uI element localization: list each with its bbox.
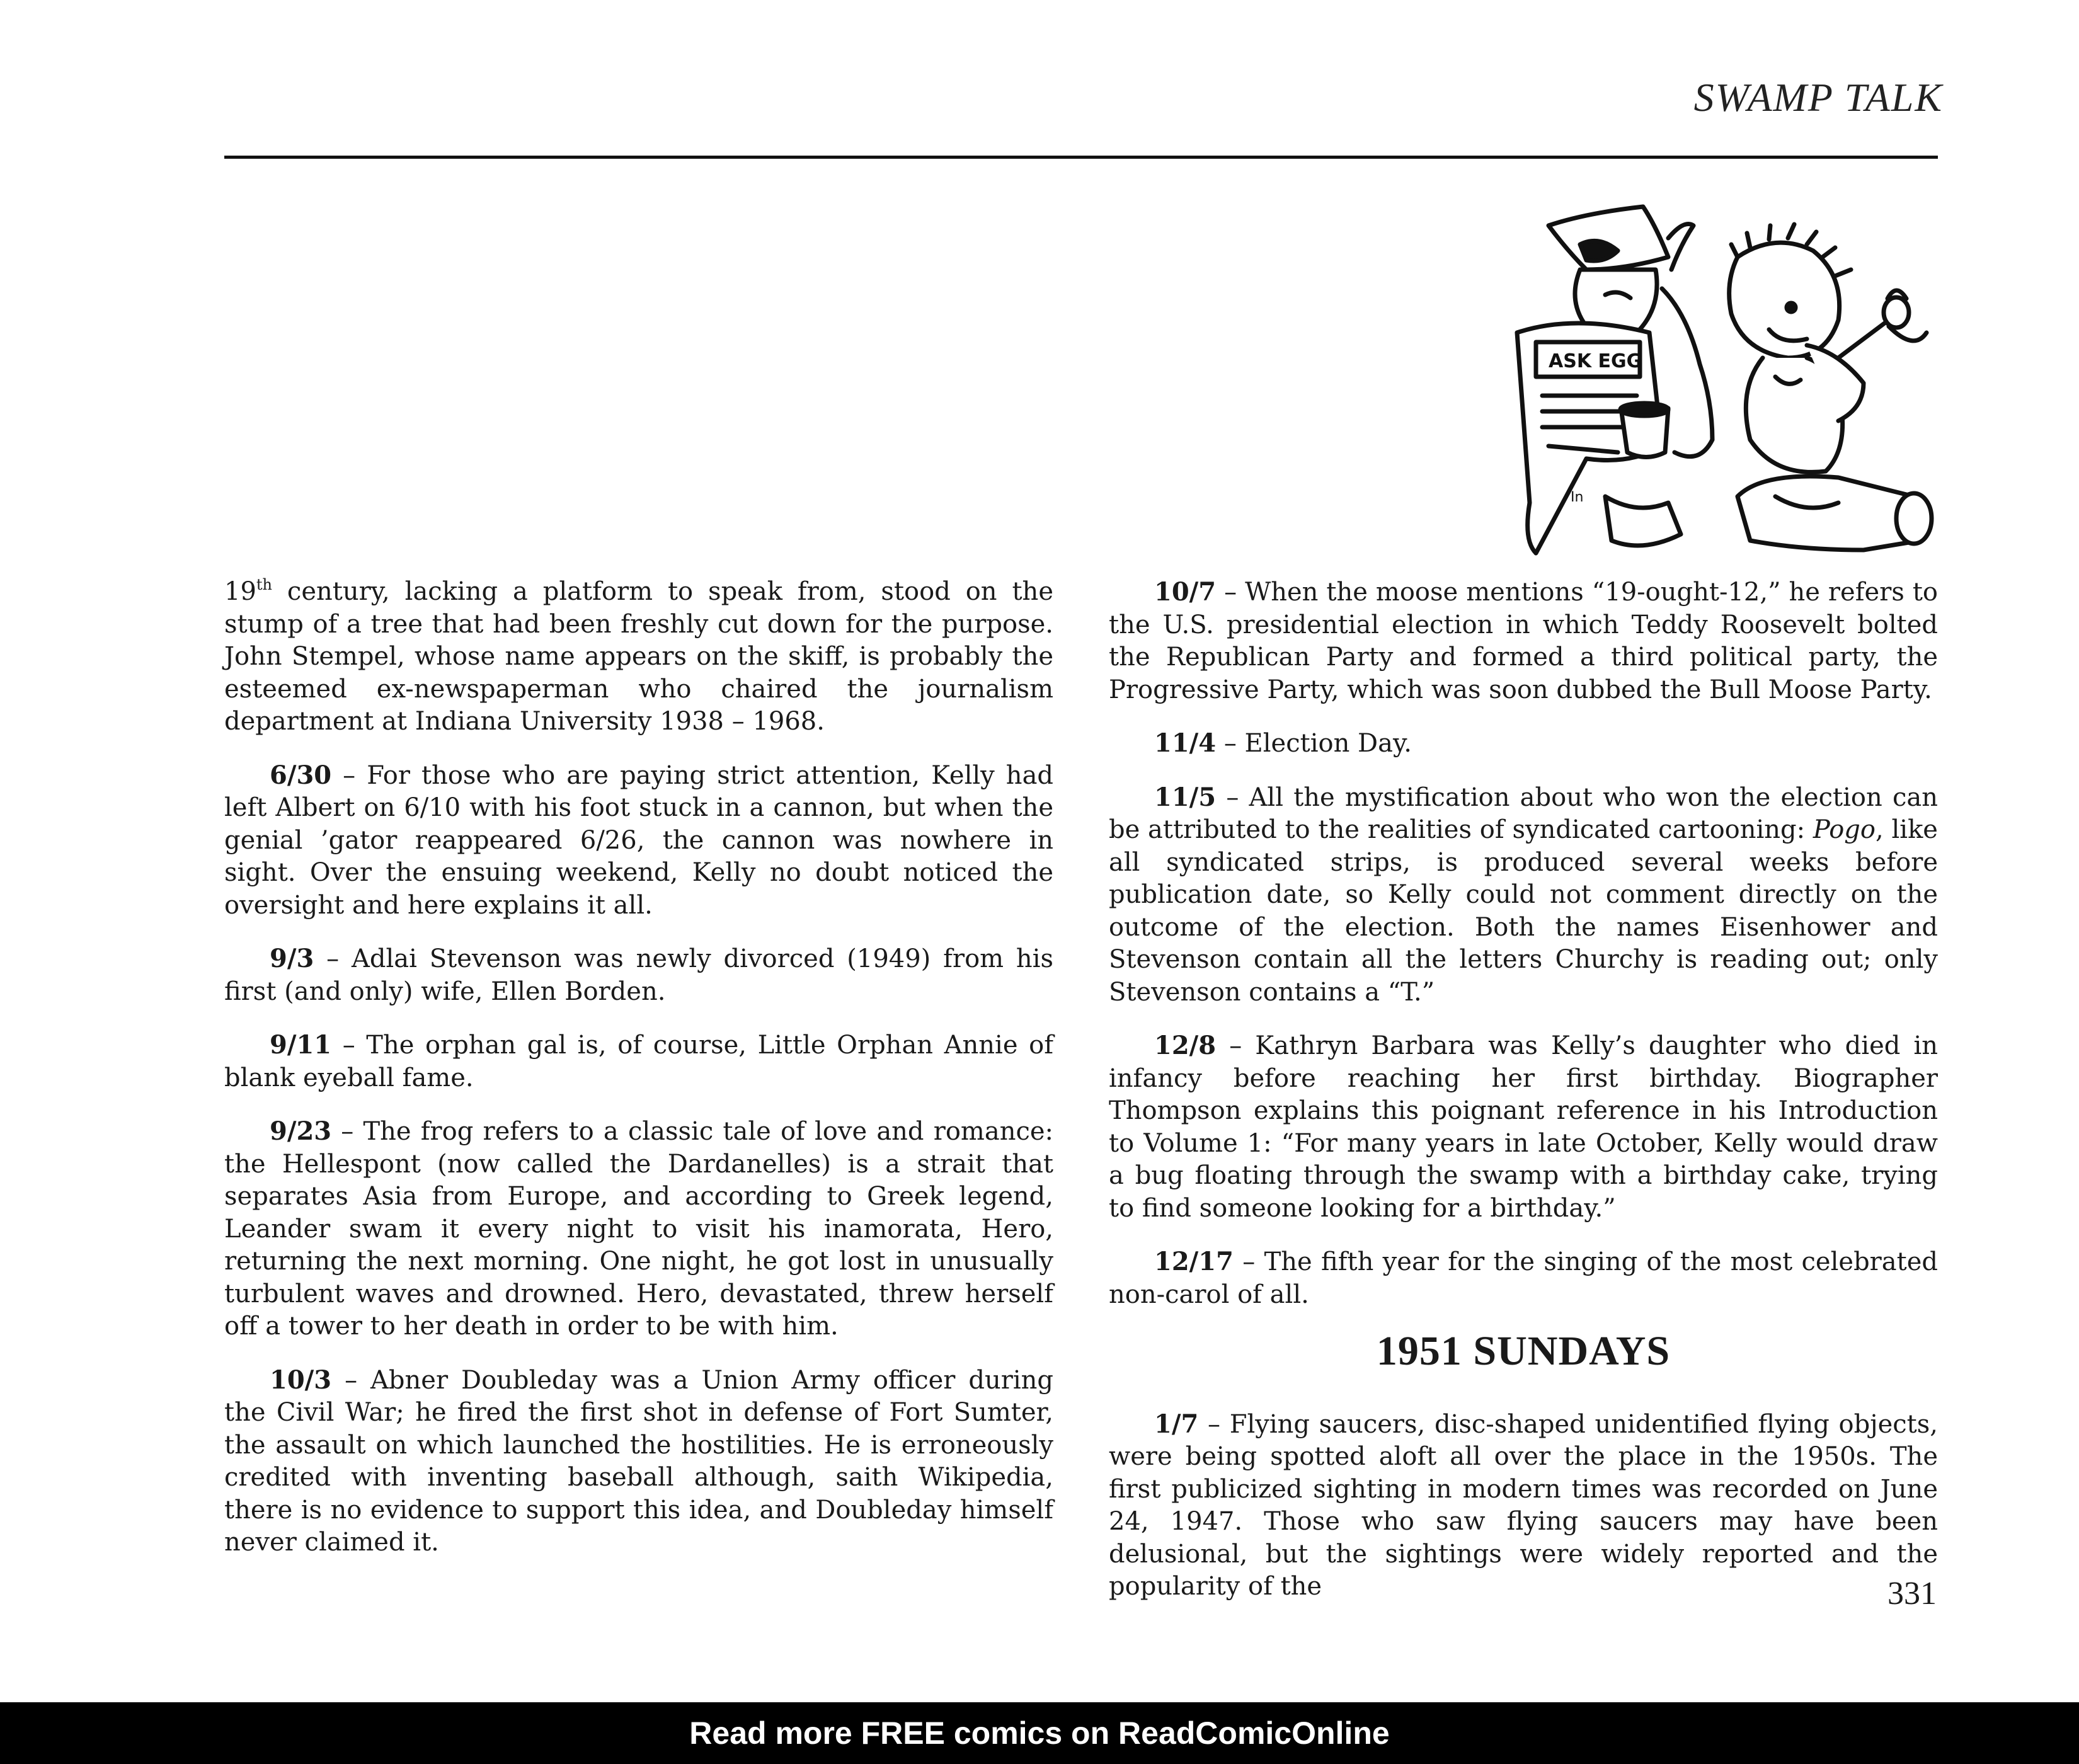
note-date: 12/8 [1154,1031,1217,1060]
footer-banner [0,1702,2079,1764]
intro-paragraph: 19th century, lacking a platform to speak from, stood on the stump of a tree that had been freshly cut down for the purpose. John Stempel, whose name appears on the skiff, is probably the esteemed ex-newspaperman who chaired the journalism department at Indiana University 1938 – 1968. [224,576,1053,736]
note-12-17: 12/17 – The fifth year for the singing of the most celebrated non-carol of all. [1109,1247,1938,1309]
note-date: 10/7 [1154,577,1217,607]
note-9-23: 9/23 – The frog refers to a classic tale of love and romance: the Hellespont (now called the Dardanelles) is a strait that separates Asia from Europe, and according to Greek legend, Leander swam it every night to visit his inamorata, Hero, returning the next morning. One night, he got lost in unusually turbulent waves and drowned. Hero, devastated, threw herself off a tower to her death in order to be with him. [224,1116,1053,1341]
log-end [1896,493,1932,544]
pogo-characters-illustration [1511,200,1939,559]
baby-rattle [1838,320,1889,358]
running-head: SWAMP TALK [1693,75,1943,120]
note-1-7: 1/7 – Flying saucers, disc-shaped unidentified flying objects, were being spotted aloft all over the place in the 1950s. The first publicized sighting in modern times was recorded on June 24, 1947. Those who saw flying saucers may have been delusional, but the sightings were widely reported and the popularity of the [1109,1409,1939,1601]
section-heading: 1951 SUNDAYS [1376,1328,1671,1374]
right-column [1109,576,1938,1603]
note-date: 10/3 [270,1365,332,1395]
note-date: 11/5 [1154,782,1217,812]
note-date: 9/3 [270,944,314,973]
note-6-30: 6/30 – For those who are paying strict attention, Kelly had left Albert on 6/10 with his foot stuck in a cannon, but when the genial ’gator reappeared 6/26, the cannon was nowhere in sight. Over the ensuing weekend, Kelly no doubt noticed the oversight and here explains it all. [224,760,1054,920]
note-9-3: 9/3 – Adlai Stevenson was newly divorced (1949) from his first (and only) wife, Ellen Borden. [224,944,1054,1006]
note-date: 12/17 [1154,1247,1234,1276]
left-column [224,576,1053,1580]
note-date: 9/11 [270,1030,332,1060]
note-9-11: 9/11 – The orphan gal is, of course, Little Orphan Annie of blank eyeball fame. [224,1030,1053,1092]
note-date: 9/23 [270,1116,332,1146]
note-10-3: 10/3 – Abner Doubleday was a Union Army officer during the Civil War; he fired the first shot in defense of Fort Sumter, the assault on which launched the hostilities. He is erroneously credited with inventing baseball although, saith Wikipedia, there is no evidence to support this idea, and Doubleday himself never claimed it. [224,1365,1053,1557]
note-12-8: 12/8 – Kathryn Barbara was Kelly’s daughter who died in infancy before reaching her first birthday. Biographer Thompson explains this poignant reference in his Introduction to Volume 1: “For many years in late October, Kelly would draw a bug floating through the swamp with a birthday cake, trying to find someone looking for a birthday.” [1109,1031,1939,1223]
pogo-title: Pogo [1813,815,1876,844]
read-more-link[interactable]: Read more FREE comics on ReadComicOnline [689,1715,1390,1751]
note-date: 1/7 [1154,1409,1199,1439]
note-10-7: 10/7 – When the moose mentions “19-ought-12,” he refers to the U.S. presidential election in which Teddy Roosevelt bolted the Republican Party and formed a third political party, the Progressive Party, which was soon dubbed the Bull Moose Party. [1109,577,1939,704]
newspaper-byline: In [1571,490,1584,505]
note-date: 11/4 [1154,728,1217,758]
note-11-5: 11/5 – All the mystification about who won the election can be attributed to the realities of syndicated cartooning: Pogo, like all syndicated strips, is produced several weeks before publication date, so Kelly could not comment directly on the outcome of the election. Both the names Eisenhower and Stevenson contain all the letters Churchy is reading out; only Stevenson contains a “T.” [1109,782,1938,1007]
note-date: 6/30 [270,760,332,790]
newspaper-masthead: ASK EGG [1549,350,1642,372]
header-rule [224,156,1938,159]
ordinal-superscript: th [256,576,273,593]
pirate-hat [1549,207,1668,270]
note-11-4: 11/4 – Election Day. [1154,728,1412,758]
page-number: 331 [1887,1576,1937,1612]
